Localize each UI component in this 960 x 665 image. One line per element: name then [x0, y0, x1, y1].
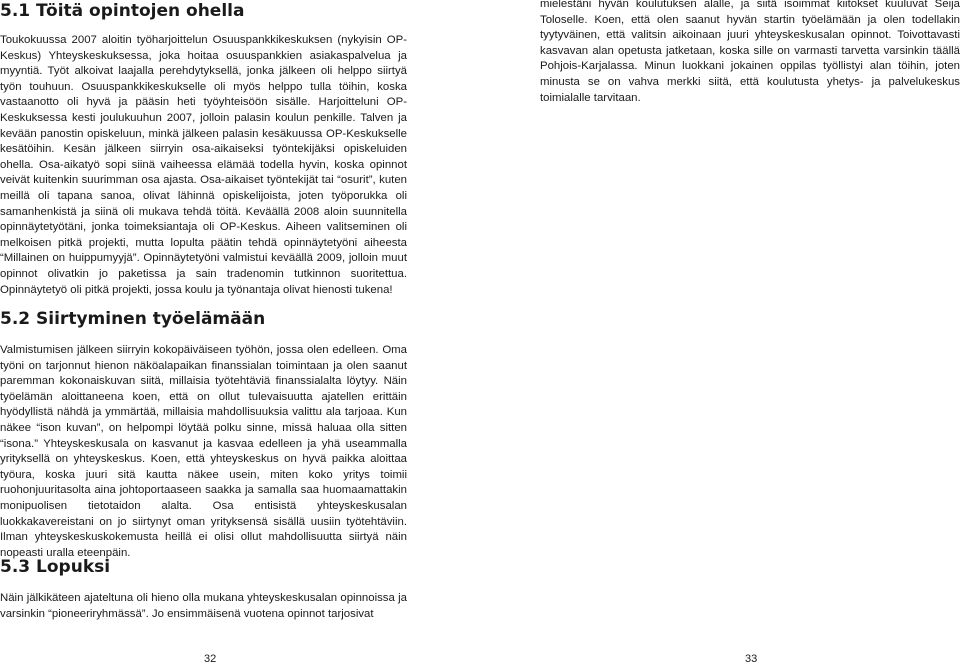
section-5-1-paragraph: Toukokuussa 2007 aloitin työharjoittelun Osuuspankkikeskuksen (nykyisin OP-Keskus) Yhteyskeskuksessa, joka hoitaa osuuspankkien asiakaspalvelua ja myyntiä. Työt alkoivat laajalla perehdytyksellä, jonka jälkeen oli helppo siirtyä työn touhuun. Osuuspankkikeskukselle oli myös helppo tulla töihin, koska vastaanotto oli hyvä ja pääsin heti työyhteisöön sisälle. Harjoitteluni OP-Keskuksessa kesti joulukuuhun 2007, jolloin palasin koulun penkille. Talven ja kevään panostin opiskeluun, minkä jälkeen palasin kesäkuussa OP-Keskukselle kesätöihin. Kesän jälkeen siirryin osa-aikaiseksi työntekijäksi opiskeluiden ohella. Osa-aikatyö sopi siinä vaiheessa elämää todella hyvin, koska opinnot veivät kuitenkin suurimman osa ajasta. Osa-aikaiset työntekijät tai “osurit”, kuten meillä oli tapana sanoa, olivat lähinnä opiskelijoista, joten työporukka oli samanhenkistä ja siinä oli mukava tehdä töitä. Keväällä 2008 aloin suunnitella opinnäytetyötäni, jonka toimeksiantaja oli OP-Keskus. Aiheen valitseminen oli melkoisen pitkä projekti, mutta lopulta päätin tehdä opinnäytetyöni aiheesta “Millainen on huippumyyjä”. Opinnäytetyöni valmistui keväällä 2009, jolloin muut opinnot olivatkin jo paketissa ja sain tradenomin tutkinnon suoritettua. Opinnäytetyö oli pitkä projekti, jossa koulu ja työnantaja olivat hienosti tukena!	[0, 34, 407, 296]
section-5-2-paragraph: Valmistumisen jälkeen siirryin kokopäiväiseen työhön, jossa olen edelleen. Oma työni on tarjonnut hienon näköalapaikan finanssialan toimintaan ja olen saanut paremman kokonaiskuvan siitä, millaisia työtehtäviä finanssialalta löytyy. Näin työelämän aloittaneena koen, että on ollut tulevaisuutta ajatellen erittäin hyödyllistä nähdä ja ymmärtää, millaisia mahdollisuuksia valittu ala tarjoaa. Kun näkee “ison kuvan”, on helpompi löytää polku sinne, missä haluaa olla sitten “isona.” Yhteyskeskusala on kasvanut ja kasvaa edelleen ja yhä useammalla yrityksellä on yhteyskeskus. Koen, että yhteyskeskus on hyvä paikka aloittaa työura, koska juuri sitä kautta näkee usein, miten koko yritys toimii ruohonjuuritasolta aina johtoportaaseen saakka ja samalla saa huomaamattakin monipuolisen tietotaidon alalta. Osa entisistä yhteyskeskusalan luokkakavereistani on jo siirtynyt oman yrityksensä sisällä uusiin työtehtäviin. Ilman yhteyskeskuskokemusta heillä ei olisi ollut mahdollisuutta siirtyä näin nopeasti uralla eteenpäin.	[0, 344, 407, 559]
section-heading-5-3: 5.3 Lopuksi	[0, 557, 111, 577]
page-number-right: 33	[745, 653, 758, 665]
right-page-paragraph: mielestäni hyvän koulutuksen alalle, ja siitä isoimmat kiitokset kuuluvat Seija Toloselle. Koen, että olen saanut hyvän startin työelämään ja olen todellakin tyytyväinen, että valitsin aikoinaan juuri yhteyskeskusalan opinnot. Toivottavasti kasvavan alan opetusta jatketaan, koska sille on varmasti tarvetta varsinkin täällä Pohjois-Karjalassa. Minun luokkani jokainen oppilas työllistyi alan töihin, joten minusta se on vahva merkki siitä, että koulutusta yhetys- ja palvelukeskus toimialalle tarvitaan.	[540, 0, 960, 104]
section-heading-5-2: 5.2 Siirtyminen työelämään	[0, 309, 266, 329]
right-page	[540, 0, 960, 106]
page-number-left: 32	[204, 653, 217, 665]
section-heading-5-1: 5.1 Töitä opintojen ohella	[0, 1, 245, 21]
section-5-3-paragraph: Näin jälkikäteen ajateltuna oli hieno olla mukana yhteyskeskusalan opinnoissa ja varsinkin “pioneeriryhmässä”. Jo ensimmäisenä vuotena opinnot tarjosivat	[0, 592, 407, 620]
